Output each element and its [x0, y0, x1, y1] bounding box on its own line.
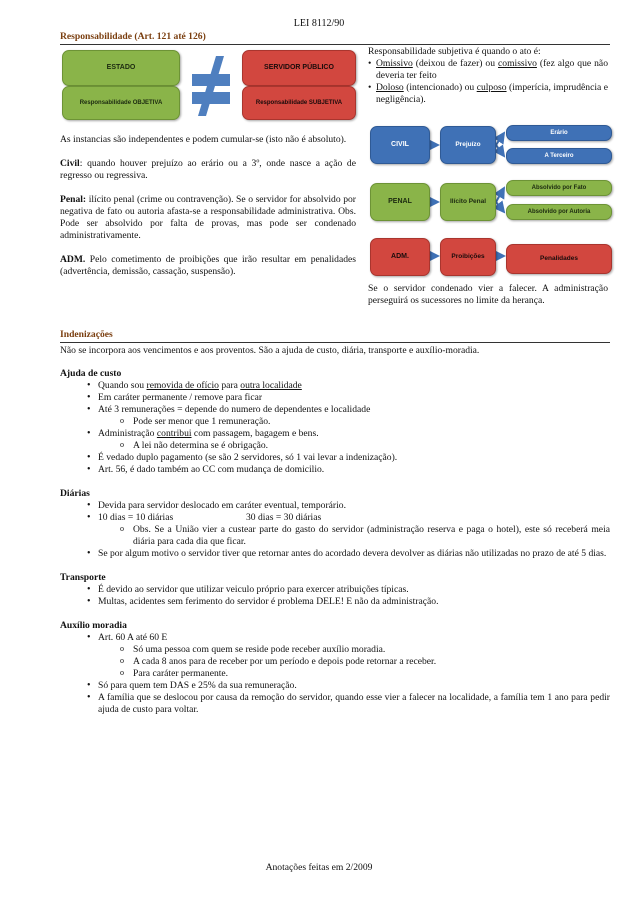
omissivo-rest: (deixou de fazer) ou: [412, 57, 499, 69]
flow-ilicito: Ilícito Penal: [440, 183, 496, 221]
indenizacoes-body: [60, 368, 610, 716]
auxilio-title: Auxílio moradia: [60, 619, 127, 631]
ajuda-list-3: [60, 452, 610, 476]
flow-penalidades: Penalidades: [506, 244, 612, 274]
transporte-list: [60, 584, 610, 608]
ajuda-i4-c: com passagem, bagagem e bens.: [191, 427, 319, 439]
list-item: • Se por algum motivo o servidor tiver que retornar antes do acordado devera devolver as diárias não utilizadas no prazo de até 5 dias.: [60, 548, 610, 560]
list-item: • Em caráter permanente / remove para ficar: [60, 392, 610, 404]
list-item: • É vedado duplo pagamento (se são 2 servidores, só 1 vai levar a indenização).: [60, 452, 610, 464]
section-heading-responsabilidade: Responsabilidade (Art. 121 até 126): [60, 31, 610, 45]
flow-penal: PENAL: [370, 183, 430, 221]
diarias-list: [60, 500, 610, 524]
diarias-title: Diárias: [60, 487, 90, 499]
comissivo-word: comissivo: [498, 57, 537, 69]
culposo-rest: (imperícia, imprudência e negligência).: [376, 81, 608, 105]
flow-proibicoes: Proibições: [440, 238, 496, 276]
list-item: • Multas, acidentes sem ferimento do servidor é problema DELE! E não da administração.: [60, 596, 610, 608]
indenizacoes-intro: Não se incorpora aos vencimentos e aos proventos. São a ajuda de custo, diária, transporte e auxílio-moradia.: [60, 345, 480, 356]
auxilio-list-2: [60, 680, 610, 716]
penal-paragraph: [60, 194, 356, 242]
omissivo-word: Omissivo: [376, 57, 413, 69]
sub-item: o A cada 8 anos para de receber por um período e depois pode retornar a receber.: [60, 656, 610, 668]
box-resp-objetiva: Responsabilidade OBJETIVA: [62, 86, 180, 120]
diarias-list-2: [60, 548, 610, 560]
instancias-block: [60, 134, 356, 278]
penal-label: Penal:: [60, 193, 87, 205]
adm-paragraph: [60, 254, 356, 278]
sub-item: o Para caráter permanente.: [60, 668, 610, 680]
flow-prejuizo: Prejuízo: [440, 126, 496, 164]
ajuda-list: [60, 380, 610, 416]
section-heading-indenizacoes: Indenizações: [60, 329, 610, 343]
ajuda-title: Ajuda de custo: [60, 368, 122, 379]
sub-item: o Pode ser menor que 1 remuneração.: [60, 416, 610, 428]
list-item: [60, 512, 610, 524]
ajuda-list-2: [60, 428, 610, 440]
list-item: [60, 380, 610, 392]
diarias-i2b: 30 dias = 30 diárias: [246, 511, 322, 523]
list-item: • Art. 60 A até 60 E: [60, 632, 610, 644]
page-footer: Anotações feitas em 2/2009: [265, 862, 373, 873]
ajuda-i1-a: Quando sou: [98, 379, 147, 391]
auxilio-list: [60, 632, 610, 644]
not-equal-icon: [188, 52, 234, 118]
flow-terceiro: A Terceiro: [506, 148, 612, 164]
instancias-text: As instancias são independentes e podem cumular-se (isto não é absoluto).: [60, 134, 347, 145]
culposo-word: culposo: [476, 81, 507, 93]
sub-item: o Obs. Se a União vier a custear parte do gasto do servidor (administração reserva e paga o hotel), este só receberá meia diária para cada dia que ficar.: [60, 524, 610, 548]
comissivo-rest: (fez algo que não deveria ter feito: [376, 57, 608, 81]
civil-label: Civil: [60, 157, 80, 169]
ajuda-i4-a: Administração: [98, 427, 157, 439]
box-servidor-publico: SERVIDOR PÚBLICO: [242, 50, 356, 86]
subjetiva-item-doloso: • Doloso (intencionado) ou culposo (imperícia, imprudência e negligência).: [368, 81, 608, 105]
penal-text: ilícito penal (crime ou contravenção). Se o servidor for absolvido por negativa de fato ou autoria afasta-se a responsabilidade administrativa. Obs. Pode ser absolvido por falta de provas, mas pode ser condenado administrativamente.: [60, 193, 356, 241]
flow-absolvido-autoria: Absolvido por Autoria: [506, 204, 612, 220]
ajuda-i1-d: outra localidade: [240, 379, 302, 391]
list-item: • A família que se deslocou por causa da remoção do servidor, quando esse vier a falecer na localidade, a família tem 1 ano para pedir ajuda de custo para voltar.: [60, 692, 610, 716]
flow-erario: Erário: [506, 125, 612, 141]
sub-item: o Só uma pessoa com quem se reside pode receber auxílio moradia.: [60, 644, 610, 656]
flow-civil: CIVIL: [370, 126, 430, 164]
sub-item: o A lei não determina se é obrigação.: [60, 440, 610, 452]
list-item: • Art. 56, é dado também ao CC com mudança de domicilio.: [60, 464, 610, 476]
list-item: • É devido ao servidor que utilizar veiculo próprio para exercer atribuições típicas.: [60, 584, 610, 596]
flow-adm: ADM.: [370, 238, 430, 276]
adm-label: ADM.: [60, 253, 86, 265]
page-header: LEI 8112/90: [293, 18, 345, 29]
box-estado: ESTADO: [62, 50, 180, 86]
ajuda-i1-c: para: [218, 379, 241, 391]
subjetiva-item-omissivo: • Omissivo (deixou de fazer) ou comissivo (fez algo que não deveria ter feito: [368, 57, 608, 81]
box-resp-subjetiva: Responsabilidade SUBJETIVA: [242, 86, 356, 120]
falecer-text: Se o servidor condenado vier a falecer. A administração perseguirá os sucessores no limite da herança.: [368, 283, 608, 306]
civil-paragraph: [60, 158, 356, 182]
list-item: • Devida para servidor deslocado em caráter eventual, temporário.: [60, 500, 610, 512]
transporte-title: Transporte: [60, 571, 106, 583]
doloso-word: Doloso: [376, 81, 404, 93]
doloso-rest: (intencionado) ou: [403, 81, 477, 93]
flow-absolvido-fato: Absolvido por Fato: [506, 180, 612, 196]
list-item: [60, 428, 610, 440]
list-item: • Até 3 remunerações = depende do numero de dependentes e localidade: [60, 404, 610, 416]
ajuda-i1-b: removida de ofício: [146, 379, 219, 391]
subjetiva-intro: Responsabilidade subjetiva é quando o ato é:: [368, 46, 541, 57]
adm-text: Pelo cometimento de proibições que irão resultar em penalidades (advertência, demissão, cassação, suspensão).: [60, 253, 356, 277]
ajuda-i4-b: contribui: [156, 427, 192, 439]
list-item: • Só para quem tem DAS e 25% da sua remuneração.: [60, 680, 610, 692]
subjetiva-block: [368, 46, 608, 106]
diarias-i2a: 10 dias = 10 diárias: [98, 511, 174, 523]
civil-text: : quando houver prejuízo ao erário ou a 3º, onde nasce a ação de regresso ou regressiva.: [60, 157, 356, 181]
